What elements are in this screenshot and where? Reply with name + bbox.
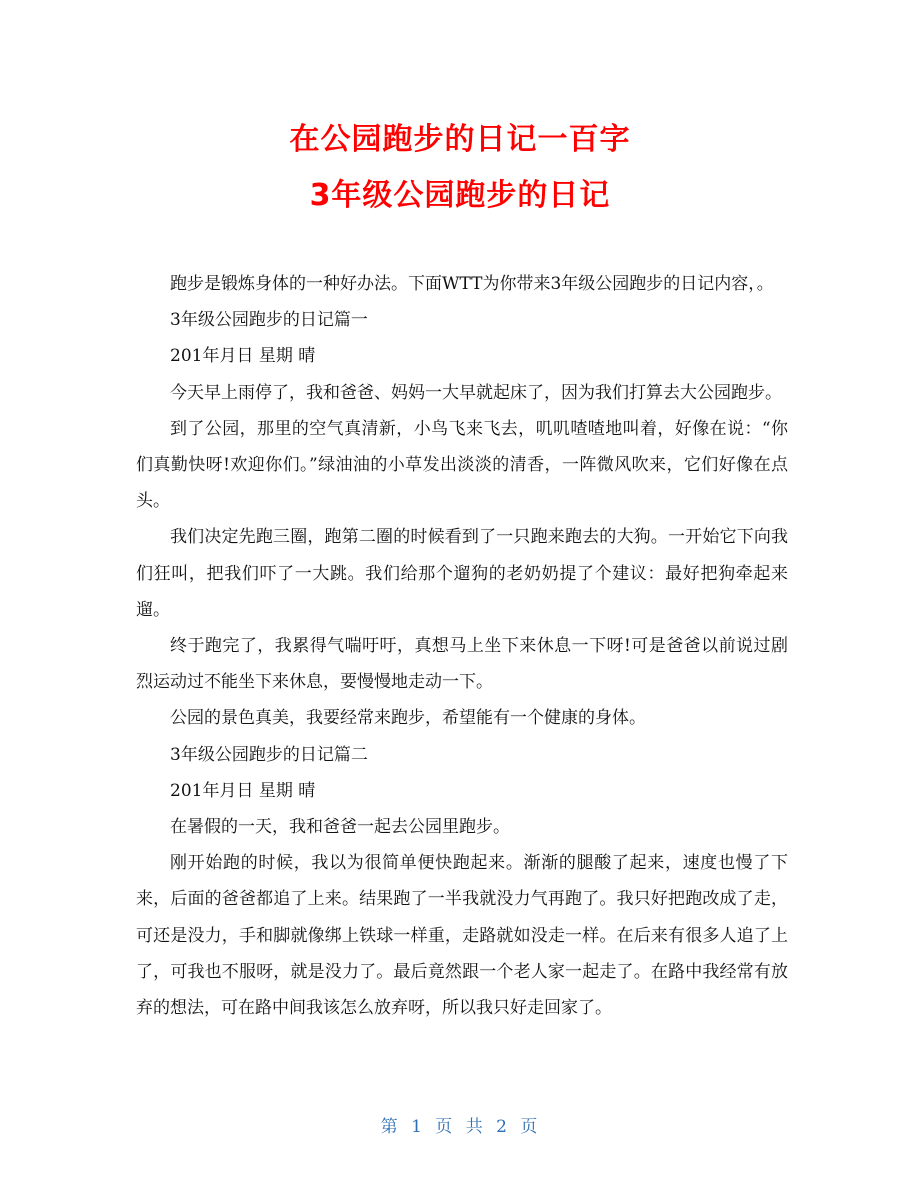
date-line-part-one: 201年月日 星期 晴 [170,346,316,367]
document-body [136,266,788,1026]
paragraph: 到了公园，那里的空气真清新，小鸟飞来飞去，叽叽喳喳地叫着，好像在说：“你们真勤快呀!欢迎你们。”绿油油的小草发出淡淡的清香，一阵微风吹来，它们好像在点头。 [136,418,788,512]
heading-part-two: 3年级公园跑步的日记篇二 [170,744,368,765]
paragraph: 今天早上雨停了，我和爸爸、妈妈一大早就起床了，因为我们打算去大公园跑步。 [170,382,782,403]
heading-part-one: 3年级公园跑步的日记篇一 [170,310,368,331]
date-line-part-two: 201年月日 星期 晴 [170,780,316,801]
paragraph: 我们决定先跑三圈，跑第二圈的时候看到了一只跑来跑去的大狗。一开始它下向我们狂叫，把我们吓了一大跳。我们给那个遛狗的老奶奶提了个建议：最好把狗牵起来遛。 [136,527,788,620]
paragraph: 终于跑完了，我累得气喘吁吁，真想马上坐下来休息一下呀!可是爸爸以前说过剧烈运动过不能坐下来休息，要慢慢地走动一下。 [136,636,788,693]
footer-total-pages: 2 [496,1117,509,1137]
footer-page-word: 页 [435,1117,455,1137]
title-line-1: 在公园跑步的日记一百字 [289,122,631,157]
footer-total-word: 共 [465,1117,485,1137]
footer-suffix: 页 [520,1117,540,1137]
footer-prefix: 第 [380,1117,400,1137]
footer-page-number: 1 [411,1117,424,1137]
paragraph: 在暑假的一天，我和爸爸一起去公园里跑步。 [170,817,510,838]
page-number-footer [0,1112,920,1137]
paragraph: 公园的景色真美，我要经常来跑步，希望能有一个健康的身体。 [170,708,646,729]
title-line-2: 3年级公园跑步的日记 [309,178,611,213]
document-title [0,112,920,224]
paragraph-intro: 跑步是锻炼身体的一种好办法。下面WTT为你带来3年级公园跑步的日记内容，。 [170,274,774,294]
paragraph: 刚开始跑的时候，我以为很简单便快跑起来。渐渐的腿酸了起来，速度也慢了下来，后面的爸爸都追了上来。结果跑了一半我就没力气再跑了。我只好把跑改成了走，可还是没力，手和脚就像绑上铁球一样重，走路就如没走一样。在后来有很多人追了上了，可我也不服呀，就是没力了。最后竟然跟一个老人家一起走了。在路中我经常有放弃的想法，可在路中间我该怎么放弃呀，所以我只好走回家了。 [136,853,788,1019]
